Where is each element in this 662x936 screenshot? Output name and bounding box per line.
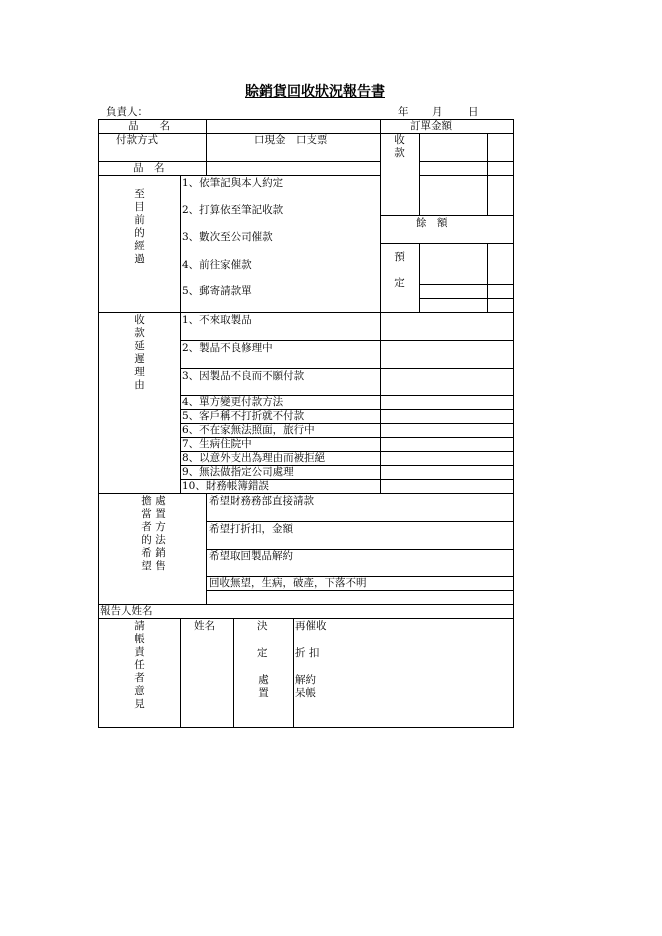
opinion-label: 請帳責任者意見 xyxy=(134,620,145,710)
delay-reason-label: 收款延遲理由 xyxy=(134,314,145,391)
delay-item: 9、無法做指定公司處理 xyxy=(182,466,294,478)
delay-item: 3、因製品不良而不願付款 xyxy=(182,370,305,382)
payment-options-text: 口現金 口支票 xyxy=(254,134,328,146)
handler-item: 希望財務務部直接請款 xyxy=(209,495,314,507)
delay-item: 1、不來取製品 xyxy=(182,314,252,326)
page-title: 賒銷貨回收狀況報告書 xyxy=(245,84,385,100)
progress-item: 3、數次至公司催款 xyxy=(182,231,273,243)
decision-label-mid: 定 xyxy=(257,647,268,659)
product-name-label: 品 名 xyxy=(128,120,170,132)
scheduled-label: 預定 xyxy=(394,251,405,289)
product-name-label-2: 品 名 xyxy=(133,162,165,174)
delay-item: 6、不在家無法照面，旅行中 xyxy=(182,424,315,436)
opinion-option: 折 扣 xyxy=(295,647,320,659)
delay-item: 8、以意外支出為理由而被拒絕 xyxy=(182,452,326,464)
progress-item: 2、打算依至筆記收款 xyxy=(182,204,284,216)
payment-method-label: 付款方式 xyxy=(116,134,158,146)
delay-item: 10、財務帳簿錯誤 xyxy=(182,480,269,492)
delay-item: 7、生病住院中 xyxy=(182,438,252,450)
date-month-label: 月 xyxy=(432,106,443,118)
opinion-option: 再催收 xyxy=(295,620,327,632)
reporter-name-label: 報告人姓名 xyxy=(100,605,153,617)
delay-item: 5、客戶稱不打折就不付款 xyxy=(182,410,305,422)
handler-item: 回收無望，生病，破產，下落不明 xyxy=(209,577,367,589)
opinion-option: 解約 xyxy=(295,674,316,686)
progress-item: 5、郵寄請款單 xyxy=(182,285,252,297)
handler-label-col1: 擔當者的希望 xyxy=(141,495,152,572)
date-day-label: 日 xyxy=(468,106,479,118)
decision-label-bottom: 處置 xyxy=(258,674,269,699)
handler-item: 希望取回製品解約 xyxy=(209,550,293,562)
order-amount-label: 訂單金額 xyxy=(410,120,452,132)
progress-label: 至目前的經過 xyxy=(134,188,145,265)
decision-label-top: 決 xyxy=(257,620,268,632)
delay-item: 2、製品不良修理中 xyxy=(182,342,273,354)
delay-item: 4、單方變更付款方法 xyxy=(182,396,284,408)
handler-item: 希望打折扣，金額 xyxy=(209,523,293,535)
owner-label: 負責人： xyxy=(106,106,148,118)
balance-label: 餘 額 xyxy=(416,217,448,229)
opinion-option: 呆帳 xyxy=(295,687,316,699)
date-year-label: 年 xyxy=(398,106,409,118)
collection-label: 收款 xyxy=(394,134,405,159)
opinion-name-label: 姓名 xyxy=(194,620,215,632)
progress-item: 4、前往家催款 xyxy=(182,259,252,271)
handler-label-col2: 處置方法銷售 xyxy=(155,495,166,572)
progress-item: 1、依筆記與本人約定 xyxy=(182,177,284,189)
